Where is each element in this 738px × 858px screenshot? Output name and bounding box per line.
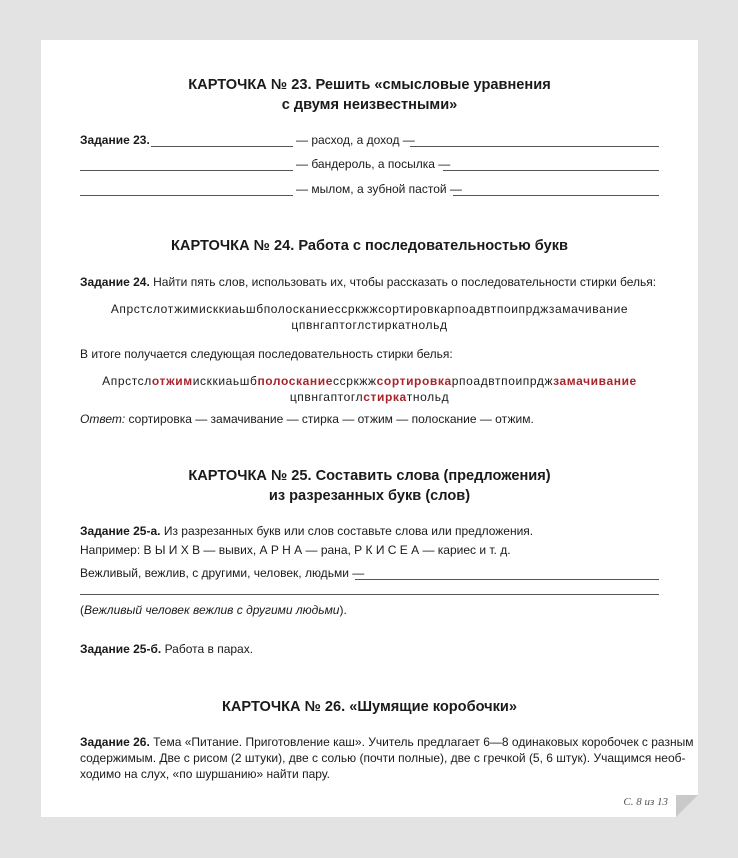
seq-text: цпвнгаптогл <box>289 390 364 404</box>
task-23-label: Задание 23. <box>80 133 150 147</box>
letter-sequence-line1: Апрстслотжимисккиаьшбполосканиессркжжсортировкарпоадвтпоипрджзамачивание <box>110 302 629 316</box>
task-25a-statement <box>80 524 533 539</box>
paren-open: ( <box>80 603 84 617</box>
page-corner-fold <box>676 795 698 817</box>
highlighted-sequence-line2 <box>41 389 698 405</box>
answer-blank[interactable] <box>453 195 659 196</box>
answer-blank[interactable] <box>410 146 659 147</box>
answer-blank[interactable] <box>80 170 293 171</box>
card-24-title: КАРТОЧКА № 24. Работа с последовательностью букв <box>171 238 568 254</box>
task-23-row3-text: — мылом, а зубной пастой — <box>296 182 462 196</box>
answer-blank[interactable] <box>443 170 659 171</box>
seq-text: ссркжж <box>333 374 377 388</box>
task-26-label: Задание 26. <box>80 735 150 749</box>
word-highlight: отжим <box>151 374 193 388</box>
seq-text: исккиаьшб <box>192 374 258 388</box>
answer-24 <box>80 412 534 427</box>
answer-25a <box>80 603 347 618</box>
task-25a-text: Из разрезанных букв или слов составьте слова или предложения. <box>163 524 534 538</box>
seq-text: тнольд <box>406 390 450 404</box>
answer-blank[interactable] <box>80 195 293 196</box>
task-26-line2: содержимым. Две с рисом (2 штуки), две с солью (почти полные), две с гречкой (5, 6 штук). Учащимся необ- <box>80 751 686 765</box>
task-25b-statement <box>80 642 253 657</box>
word-highlight: полоскание <box>257 374 334 388</box>
card-26-title: КАРТОЧКА № 26. «Шумящие коробочки» <box>221 699 518 715</box>
answer-text: сортировка — замачивание — стирка — отжим — полоскание — отжим. <box>128 412 534 426</box>
task-25a-words: Вежливый, вежлив, с другими, человек, людьми — <box>80 566 365 580</box>
page-number: С. 8 из 13 <box>623 796 668 808</box>
task-24-statement <box>80 275 656 290</box>
task-26-text: Тема «Питание. Приготовление каш». Учитель предлагает 6—8 одинаковых коробочек с разным <box>153 735 694 749</box>
task-26-line3: ходимо на слух, «по шуршанию» найти пару. <box>80 767 330 781</box>
card-25-title-line1: КАРТОЧКА № 25. Составить слова (предложения) <box>188 468 551 484</box>
answer-label: Ответ: <box>80 412 126 426</box>
word-highlight: стирка <box>363 390 407 404</box>
letter-sequence-line2: цпвнгаптоглстиркатнольд <box>291 318 448 332</box>
card-23-title-line1: КАРТОЧКА № 23. Решить «смысловые уравнения <box>188 77 551 93</box>
document-page <box>41 40 698 817</box>
task-24-label: Задание 24. <box>80 275 150 289</box>
task-25b-text: Работа в парах. <box>164 642 254 656</box>
task-25a-example: Например: В Ы И Х В — вывих, А Р Н А — рана, Р К И С Е А — кариес и т. д. <box>80 543 511 557</box>
answer-sentence: Вежливый человек вежлив с другими людьми <box>84 603 340 617</box>
card-25-title-line2: из разрезанных букв (слов) <box>268 488 471 504</box>
seq-text: Апрстсл <box>102 374 152 388</box>
paren-close: ). <box>339 603 347 617</box>
task-25b-label: Задание 25-б. <box>80 642 162 656</box>
highlighted-sequence-line1 <box>41 373 698 389</box>
task-26-line1 <box>80 735 693 750</box>
task-23-row2-text: — бандероль, а посылка — <box>296 157 451 171</box>
answer-blank[interactable] <box>355 579 659 580</box>
result-intro: В итоге получается следующая последовательность стирки белья: <box>80 347 453 361</box>
answer-blank[interactable] <box>151 146 293 147</box>
word-highlight: сортировка <box>376 374 452 388</box>
task-25a-label: Задание 25-а. <box>80 524 161 538</box>
word-highlight: замачивание <box>553 374 637 388</box>
seq-text: рпоадвтпоипрдж <box>451 374 554 388</box>
task-24-text: Найти пять слов, использовать их, чтобы рассказать о последовательности стирки белья: <box>153 275 657 289</box>
task-23-row1-text: — расход, а доход — <box>296 133 415 147</box>
answer-blank[interactable] <box>80 594 659 595</box>
card-23-title-line2: с двумя неизвестными» <box>281 97 458 113</box>
